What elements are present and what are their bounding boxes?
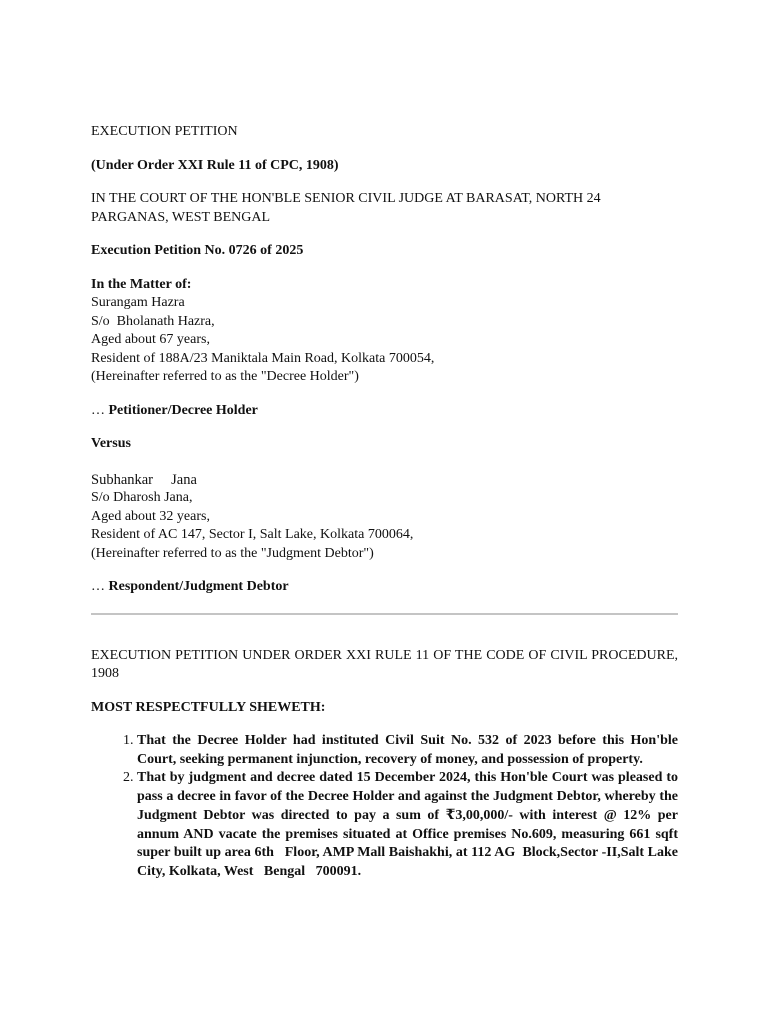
decree-holder-referred: (Hereinafter referred to as the "Decree Holder") [91, 369, 359, 384]
petition-number: Execution Petition No. 0726 of 2025 [91, 243, 304, 258]
judgment-debtor-age: Aged about 32 years, [91, 508, 210, 524]
petitioner-role-label: Petitioner/Decree Holder [108, 402, 258, 418]
under-order-line: (Under Order XXI Rule 11 of CPC, 1908) [91, 157, 339, 173]
court-name: IN THE COURT OF THE HON'BLE SENIOR CIVIL JUDGE AT BARASAT, NORTH 24 PARGANAS, WEST BENGAL [91, 191, 601, 225]
petitioner-role-line [91, 402, 678, 421]
judgment-debtor-name: Subhankar Jana [91, 471, 197, 488]
decree-holder-block [91, 276, 678, 387]
decree-holder-age: Aged about 67 years, [91, 332, 210, 347]
judgment-debtor-address: Resident of AC 147, Sector I, Salt Lake, Kolkata 700064, [91, 527, 414, 542]
versus-label: Versus [91, 436, 131, 451]
petition-title: EXECUTION PETITION UNDER ORDER XXI RULE 11 OF THE CODE OF CIVIL PROCEDURE, 1908 [91, 647, 678, 681]
decree-holder-address: Resident of 188A/23 Maniktala Main Road, Kolkata 700054, [91, 350, 435, 366]
list-item: 1. That the Decree Holder had instituted Civil Suit No. 532 of 2023 before this Hon'ble Court, seeking permanent injunction, recovery of money, and possession of property. [137, 732, 678, 769]
petitioner-role-prefix: … [91, 402, 109, 418]
matter-label: In the Matter of: [91, 276, 192, 292]
petition-points-list [91, 732, 689, 882]
document-page [91, 123, 689, 882]
document-heading: EXECUTION PETITION [91, 124, 238, 139]
sheweth-heading: MOST RESPECTFULLY SHEWETH: [91, 699, 326, 715]
judgment-debtor-block [91, 471, 678, 564]
decree-holder-relation: S/o Bholanath Hazra, [91, 313, 215, 329]
section-divider [91, 613, 678, 615]
judgment-debtor-referred: (Hereinafter referred to as the "Judgment Debtor") [91, 545, 374, 561]
judgment-debtor-relation: S/o Dharosh Jana, [91, 490, 193, 505]
decree-holder-name: Surangam Hazra [91, 295, 185, 310]
respondent-role-prefix: … [91, 579, 109, 594]
respondent-role-label: Respondent/Judgment Debtor [108, 579, 289, 594]
respondent-role-line [91, 578, 678, 597]
list-item: 2. That by judgment and decree dated 15 December 2024, this Hon'ble Court was pleased to pass a decree in favor of the Decree Holder and against the Judgment Debtor, whereby the Judgment Debtor was directed to pay a sum of ₹3,00,000/- with interest @ 12% per annum AND vacate the premises situated at Office premises No.609, measuring 661 sqft super built up area 6th Floor, AMP Mall Baishakhi, at 112 AG Block,Sector -II,Salt Lake City, Kolkata, West Bengal 700091. [137, 769, 678, 881]
